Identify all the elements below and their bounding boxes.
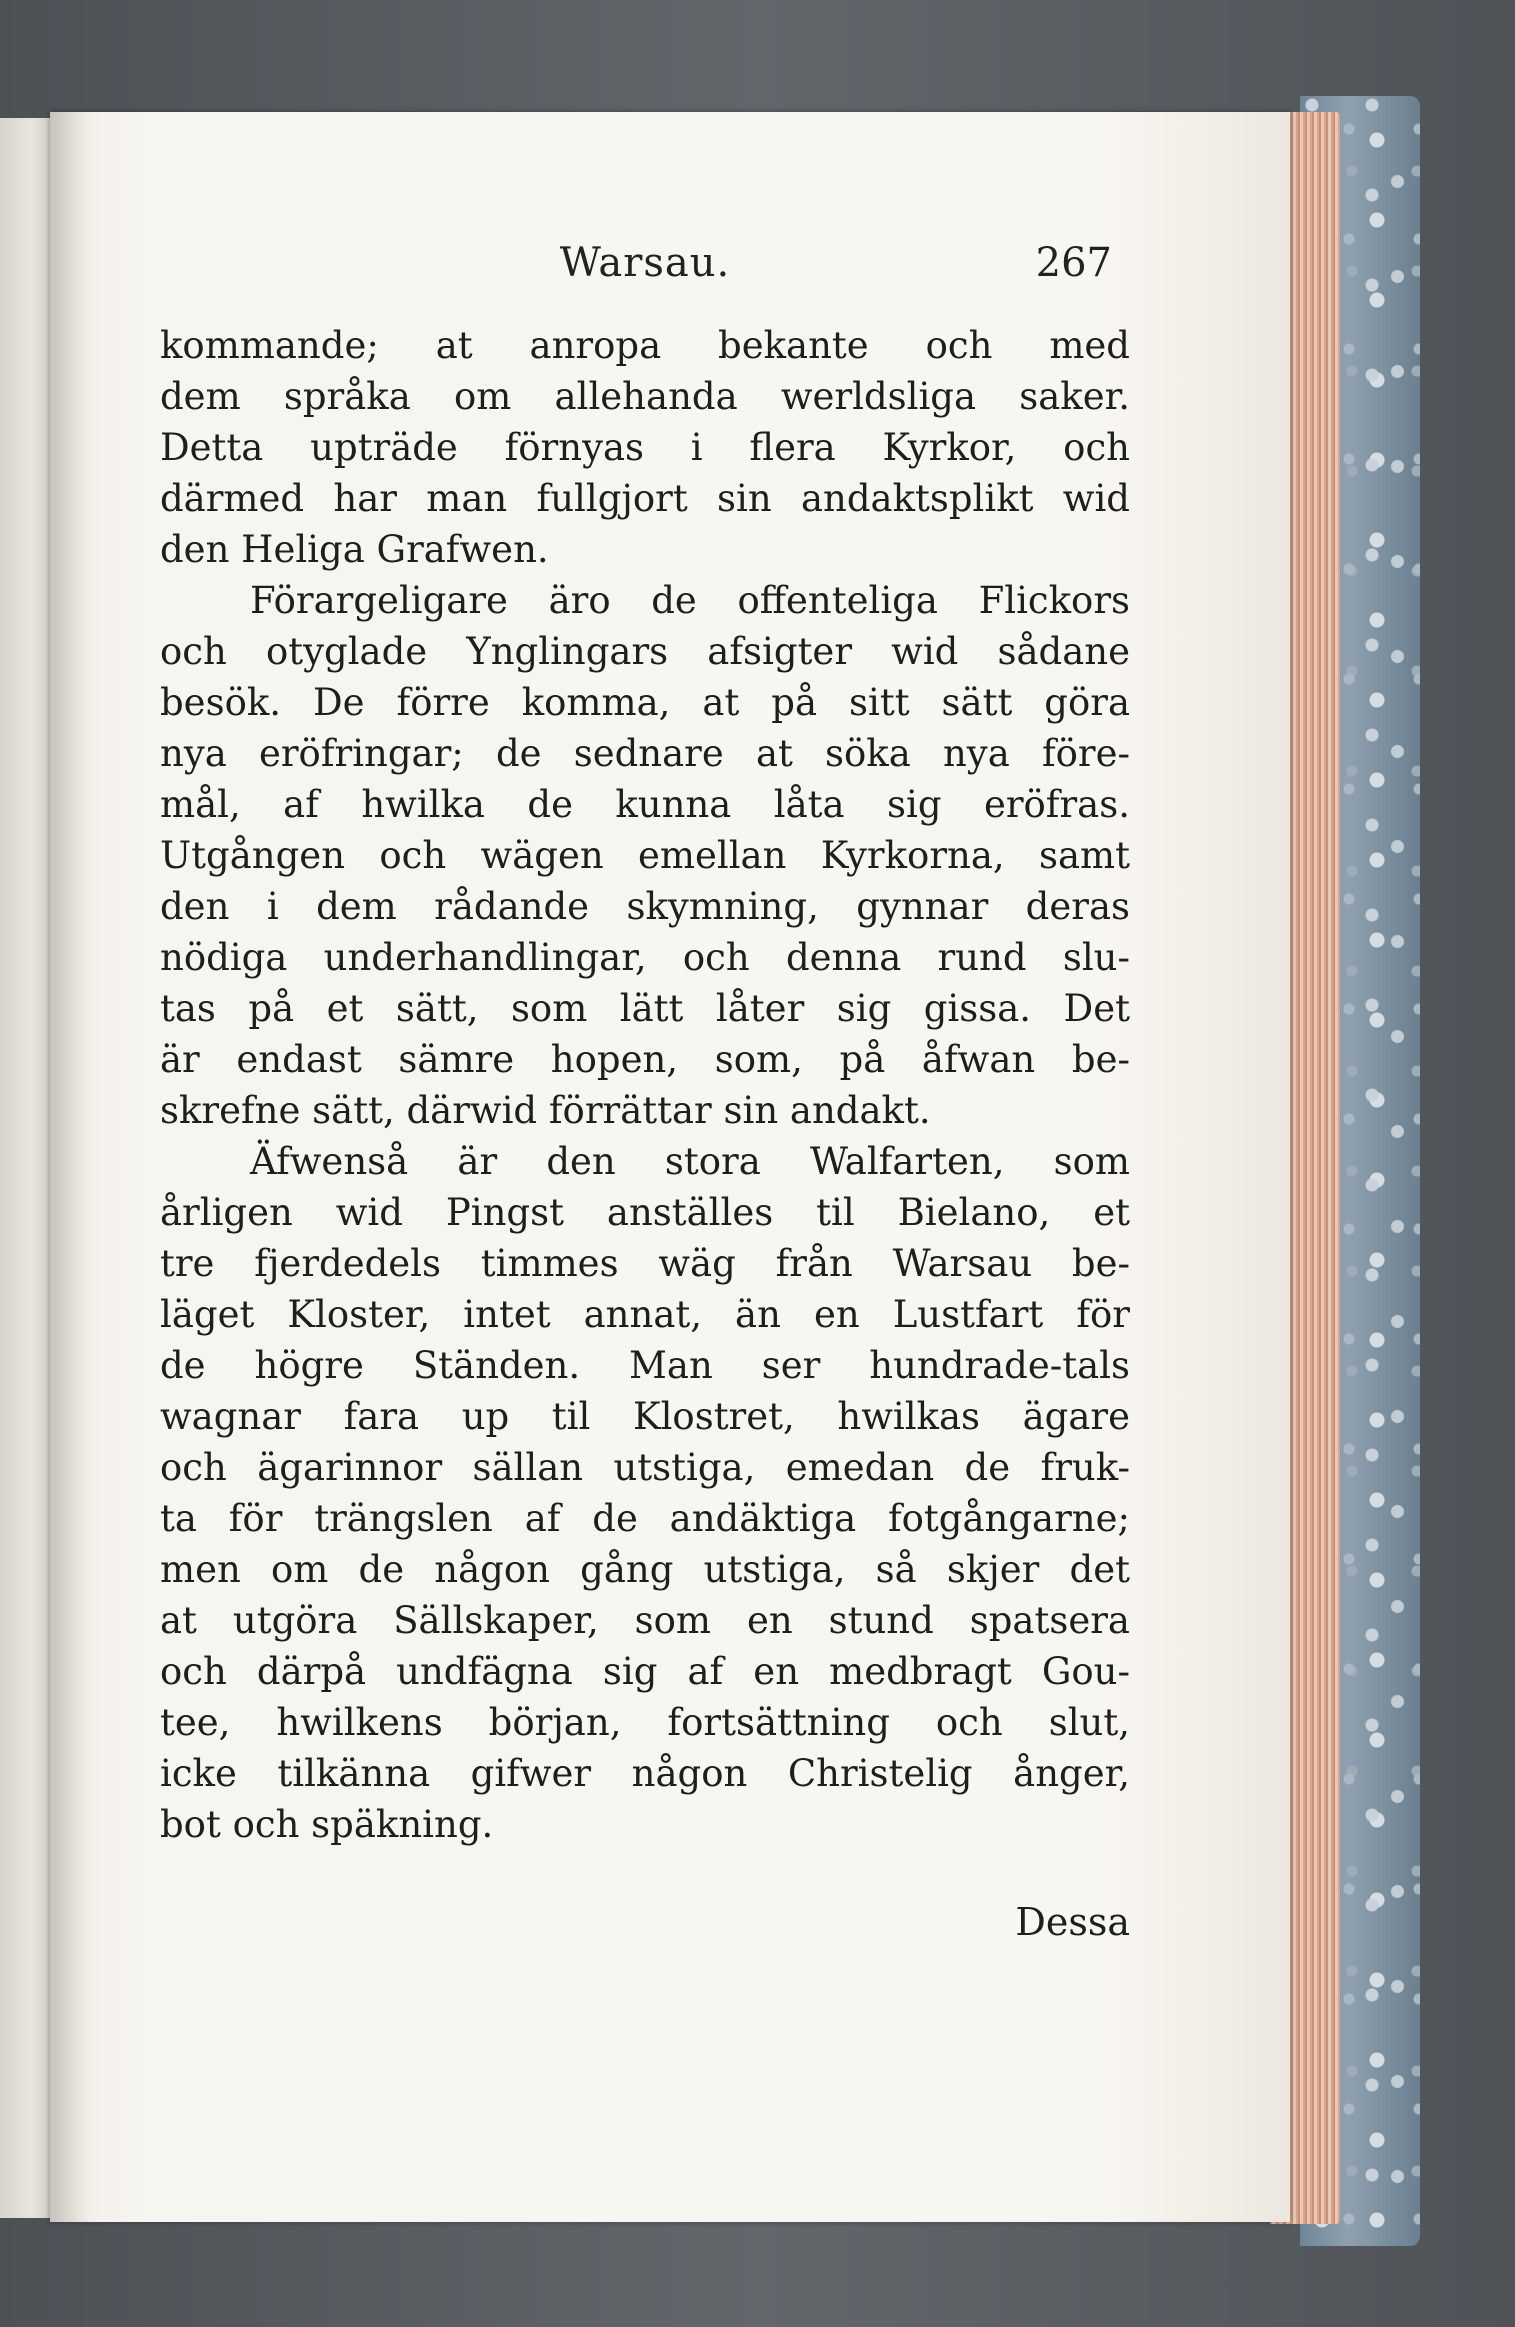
- text-line: den Heliga Grafwen.: [160, 528, 549, 571]
- text-line: är endast sämre hopen, som, på åfwan be-: [160, 1038, 1130, 1081]
- text-line: bot och späkning.: [160, 1803, 494, 1846]
- running-head: Warsau.: [559, 240, 731, 286]
- text-line: besök. De förre komma, at på sitt sätt göra: [160, 681, 1130, 724]
- text-line: icke tilkänna gifwer någon Christelig ånger,: [160, 1752, 1130, 1795]
- text-line: wagnar fara up til Klostret, hwilkas ägare: [160, 1395, 1130, 1438]
- text-line: den i dem rådande skymning, gynnar deras: [160, 885, 1130, 928]
- text-line: mål, af hwilka de kunna låta sig eröfras.: [160, 783, 1130, 826]
- text-line: de högre Ständen. Man ser hundrade-tals: [160, 1344, 1130, 1387]
- text-line: tas på et sätt, som lätt låter sig gissa. Det: [160, 987, 1130, 1030]
- text-line: läget Kloster, intet annat, än en Lustfart för: [160, 1293, 1130, 1336]
- text-line: tee, hwilkens början, fortsättning och slut,: [160, 1701, 1130, 1744]
- page-number: 267: [1035, 240, 1112, 286]
- text-line: Utgången och wägen emellan Kyrkorna, samt: [160, 834, 1130, 877]
- text-line: men om de någon gång utstiga, så skjer det: [160, 1548, 1130, 1591]
- text-line: tre fjerdedels timmes wäg från Warsau be-: [160, 1242, 1130, 1285]
- page-header: [160, 240, 1130, 310]
- text-line: Äfwenså är den stora Walfarten, som: [250, 1140, 1130, 1183]
- text-line: och ägarinnor sällan utstiga, emedan de fruk-: [160, 1446, 1130, 1489]
- text-line: Detta upträde förnyas i flera Kyrkor, och: [160, 426, 1130, 469]
- catchword: Dessa: [1015, 1900, 1130, 1944]
- text-line: och otyglade Ynglingars afsigter wid sådane: [160, 630, 1130, 673]
- text-line: därmed har man fullgjort sin andaktsplikt wid: [160, 477, 1130, 520]
- text-line: årligen wid Pingst anställes til Bielano, et: [160, 1191, 1130, 1234]
- text-line: och därpå undfägna sig af en medbragt Gou-: [160, 1650, 1130, 1693]
- text-line: nödiga underhandlingar, och denna rund slu-: [160, 936, 1130, 979]
- text-line: skrefne sätt, därwid förrättar sin andakt.: [160, 1089, 931, 1132]
- body-text: [160, 320, 1130, 1850]
- text-line: nya eröfringar; de sednare at söka nya före-: [160, 732, 1130, 775]
- left-page-edge: [0, 118, 54, 2218]
- text-line: kommande; at anropa bekante och med: [160, 324, 1130, 367]
- text-line: dem språka om allehanda werldsliga saker.: [160, 375, 1130, 418]
- text-line: Förargeligare äro de offenteliga Flickors: [250, 579, 1130, 622]
- text-line: ta för trängslen af de andäktiga fotgångarne;: [160, 1497, 1130, 1540]
- gutter-shadow: [50, 112, 90, 2222]
- text-line: at utgöra Sällskaper, som en stund spatsera: [160, 1599, 1130, 1642]
